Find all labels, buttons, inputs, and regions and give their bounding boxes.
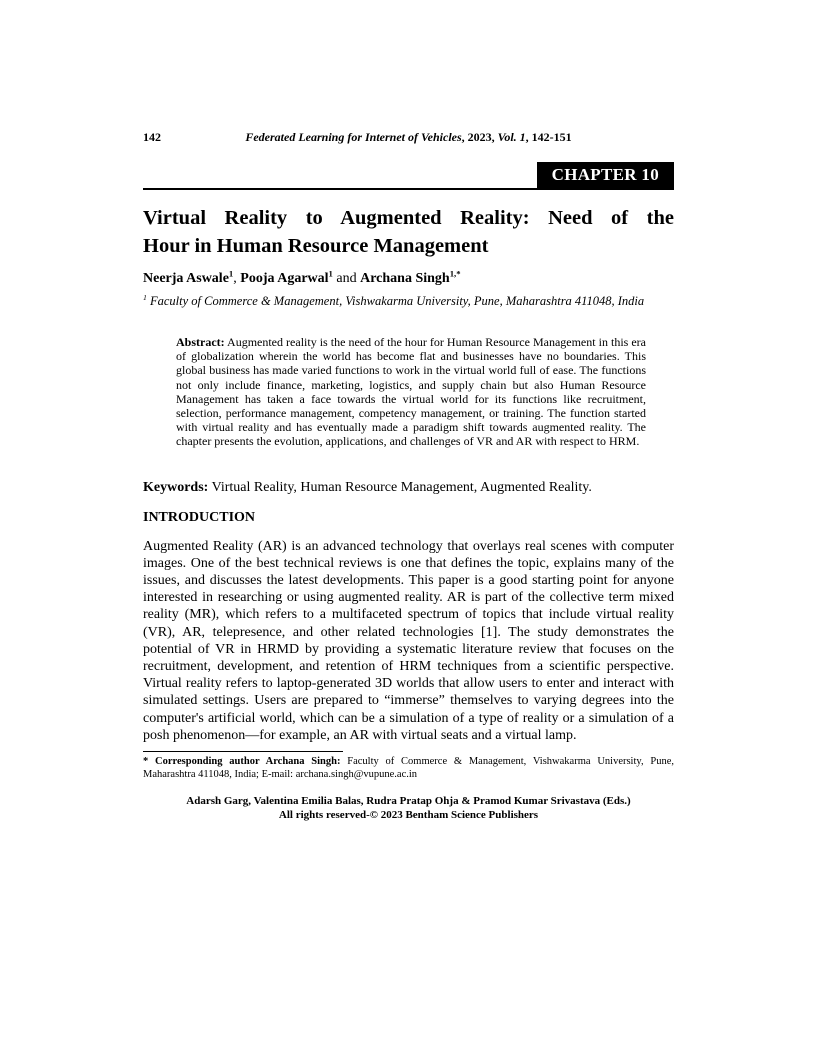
author-affiliation-mark-3: 1,* [449, 268, 461, 279]
email-address: archana.singh@vupune.ac.in [295, 769, 418, 781]
rights-line: All rights reserved-© 2023 Bentham Science Publishers [278, 809, 539, 822]
keywords-text: Virtual Reality, Human Resource Management, Augmented Reality. [208, 479, 592, 495]
affiliation [143, 293, 674, 309]
running-title-volume: Vol. 1 [497, 130, 526, 144]
running-title [143, 130, 674, 145]
running-title-pages: , 142-151 [525, 130, 572, 144]
chapter-title-line1: Virtual Reality to Augmented Reality: Need of the [143, 207, 674, 229]
author-affiliation-mark-2: 1 [328, 268, 333, 279]
running-title-book: Federated Learning for Internet of Vehicles [245, 130, 462, 144]
affiliation-marker: 1 [143, 292, 147, 302]
footnote-area [143, 751, 674, 781]
footnote-rule [143, 751, 343, 752]
abstract-block [176, 335, 646, 449]
chapter-title-line2: Hour in Human Resource Management [143, 235, 489, 257]
corresponding-author-note [143, 755, 674, 781]
chapter-badge: CHAPTER 10 [537, 162, 674, 188]
author-name-1: Neerja Aswale$^1$ [143, 268, 234, 286]
author-separator-2: and [332, 271, 361, 286]
keywords-label: Keywords: [143, 479, 209, 495]
corresponding-author-label: * Corresponding author Archana Singh: [143, 756, 341, 768]
corresponding-author-text: Faculty of Commerce & Management, Vishwakarma University, Pune, Maharashtra 411048, India; E-mail: [143, 756, 674, 781]
page-number: 142 [143, 130, 161, 144]
author-separator-1: , [233, 271, 241, 286]
author-affiliation-mark-1: 1 [228, 268, 234, 279]
abstract-text: Augmented reality is the need of the hour for Human Resource Management in this era of globalization wherein the world has become flat and businesses have no boundaries. This global business has made varied functions to work in the virtual world full of ease. The functions not only include finance, marketing, logistics, and supply chain but also Human Resource Management has taken a face towards the virtual world for its functions like recruitment, selection, performance management, competency management, or training. The function started with virtual reality and has eventually made a paradigm shift towards augmented reality. The chapter presents the evolution, applications, and challenges of VR and AR with respect to HRM. [176, 335, 646, 449]
author-name-2: Pooja Agarwal$^1$ [240, 268, 333, 286]
editors-line: Adarsh Garg, Valentina Emilia Balas, Rudra Pratap Ohja & Pramod Kumar Srivastava (Eds.) [186, 795, 631, 808]
book-footer [143, 794, 674, 822]
chapter-banner [143, 162, 674, 190]
keywords-line [143, 479, 674, 496]
authors-line [143, 268, 674, 287]
running-head [143, 130, 674, 146]
affiliation-text: Faculty of Commerce & Management, Vishwakarma University, Pune, Maharashtra 411048, India [146, 294, 645, 308]
author-name-3: Archana Singh$^{1,*}$ [360, 268, 461, 286]
abstract-label: Abstract: [176, 335, 225, 349]
chapter-title [143, 204, 674, 260]
section-heading-introduction: INTRODUCTION [143, 509, 256, 525]
intro-paragraph: Augmented Reality (AR) is an advanced technology that overlays real scenes with computer images. One of the best technical reviews is one that defines the topic, explains many of the issues, and discusses the latest developments. This paper is a good starting point for anyone interested in researching or using augmented reality. AR is part of the collective term mixed reality (MR), which refers to a multifaceted spectrum of topics that include virtual reality (VR), AR, telepresence, and other related technologies [1]. The study demonstrates the potential of VR in HRMD by providing a systematic literature review that focuses on the recruitment, development, and retention of HRM techniques from a scientific perspective. Virtual reality refers to laptop-generated 3D worlds that allow users to enter and interact with simulated settings. Users are prepared to “immerse” themselves to varying degrees into the computer's artificial world, which can be a simulation of a type of reality or a simulation of a posh phenomenon—for example, an AR with virtual seats and a virtual lamp. [143, 538, 674, 743]
running-title-year: , 2023, [461, 130, 498, 144]
